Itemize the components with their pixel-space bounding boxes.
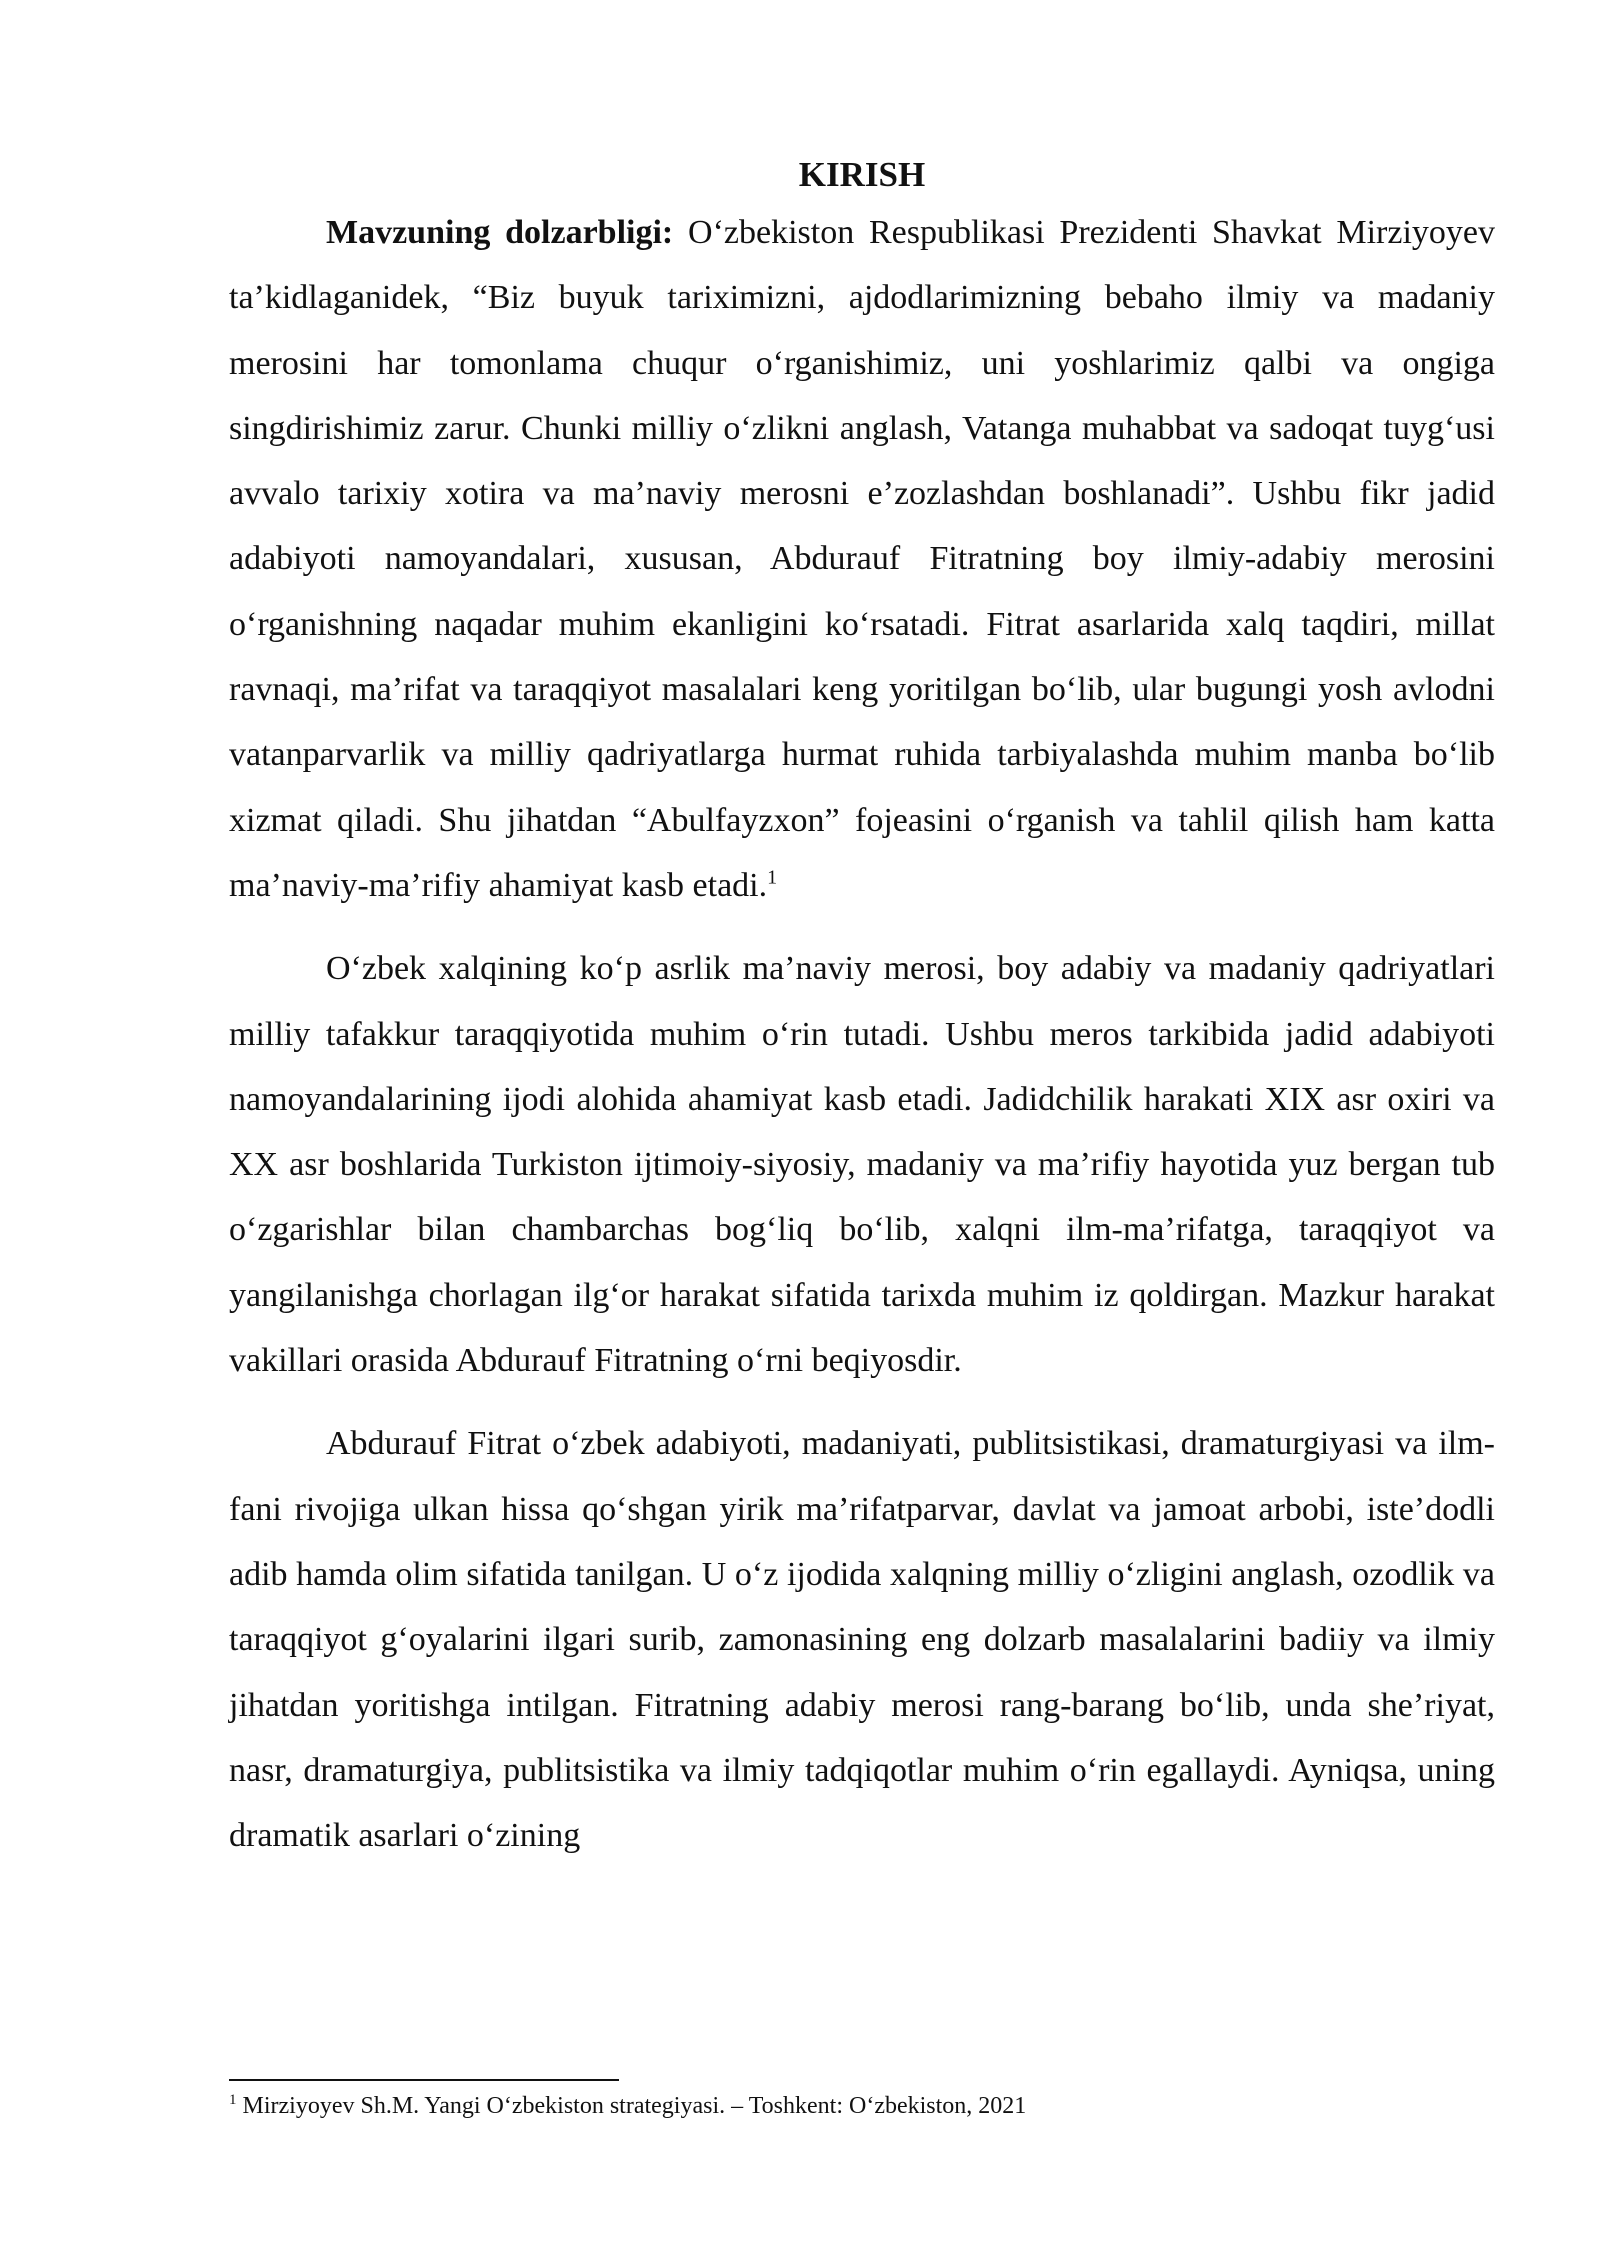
section-title: KIRISH xyxy=(798,155,926,194)
footnote-separator xyxy=(229,2079,619,2081)
document-page xyxy=(229,150,1495,1868)
paragraph-lead: Mavzuning dolzarbligi: xyxy=(326,214,674,251)
footnote-reference[interactable]: 1 xyxy=(767,866,778,889)
paragraph-text: O‘zbekiston Respublikasi Prezidenti Shavkat Mirziyoyev ta’kidlaganidek, “Biz buyuk tariximizni, ajdodlarimizning bebaho ilmiy va madaniy merosini har tomonlama chuqur o‘rganishimiz, uni yoshlarimiz qalbi va ongiga singdirishimiz zarur. Chunki milliy o‘zlikni anglash, Vatanga muhabbat va sadoqat tuyg‘usi avvalo tarixiy xotira va ma’naviy merosni e’zozlashdan boshlanadi”. Ushbu fikr jadid adabiyoti namoyandalari, xususan, Abdurauf Fitratning boy ilmiy-adabiy merosini o‘rganishning naqadar muhim ekanligini ko‘rsatadi. Fitrat asarlarida xalq taqdiri, millat ravnaqi, ma’rifat va taraqqiyot masalalari keng yoritilgan bo‘lib, ular bugungi yosh avlodni vatanparvarlik va milliy qadriyatlarga hurmat ruhida tarbiyalashda muhim manba bo‘lib xizmat qiladi. Shu jihatdan “Abulfayzxon” fojeasini o‘rganish va tahlil qilish ham katta ma’naviy-ma’rifiy ahamiyat kasb etadi. xyxy=(229,214,1495,904)
footnote xyxy=(229,2089,1495,2123)
paragraph-text: Abdurauf Fitrat o‘zbek adabiyoti, madaniyati, publitsistikasi, dramaturgiyasi va ilm-fani rivojiga ulkan hissa qo‘shgan yirik ma’rifatparvar, davlat va jamoat arbobi, iste’dodli adib hamda olim sifatida tanilgan. U o‘z ijodida xalqning milliy o‘zligini anglash, ozodlik va taraqqiyot g‘oyalarini ilgari surib, zamonasining eng dolzarb masalalarini badiiy va ilmiy jihatdan yoritishga intilgan. Fitratning adabiy merosi rang-barang bo‘lib, unda she’riyat, nasr, dramaturgiya, publitsistika va ilmiy tadqiqotlar muhim o‘rin egallaydi. Ayniqsa, uning dramatik asarlari o‘zining xyxy=(229,1425,1495,1855)
footnote-number: 1 xyxy=(229,2092,237,2108)
paragraph-fitrat xyxy=(229,1411,1495,1868)
footnote-text: Mirziyoyev Sh.M. Yangi O‘zbekiston strategiyasi. – Toshkent: O‘zbekiston, 2021 xyxy=(242,2093,1027,2119)
paragraph-text: O‘zbek xalqining ko‘p asrlik ma’naviy merosi, boy adabiy va madaniy qadriyatlari milliy tafakkur taraqqiyotida muhim o‘rin tutadi. Ushbu meros tarkibida jadid adabiyoti namoyandalarining ijodi alohida ahamiyat kasb etadi. Jadidchilik harakati XIX asr oxiri va XX asr boshlarida Turkiston ijtimoiy-siyosiy, madaniy va ma’rifiy hayotida yuz bergan tub o‘zgarishlar bilan chambarchas bog‘liq bo‘lib, xalqni ilm-ma’rifatga, taraqqiyot va yangilanishga chorlagan ilg‘or harakat sifatida tarixda muhim iz qoldirgan. Mazkur harakat vakillari orasida Abdurauf Fitratning o‘rni beqiyosdir. xyxy=(229,950,1495,1380)
paragraph-heritage xyxy=(229,936,1495,1393)
paragraph-relevance xyxy=(229,200,1495,918)
